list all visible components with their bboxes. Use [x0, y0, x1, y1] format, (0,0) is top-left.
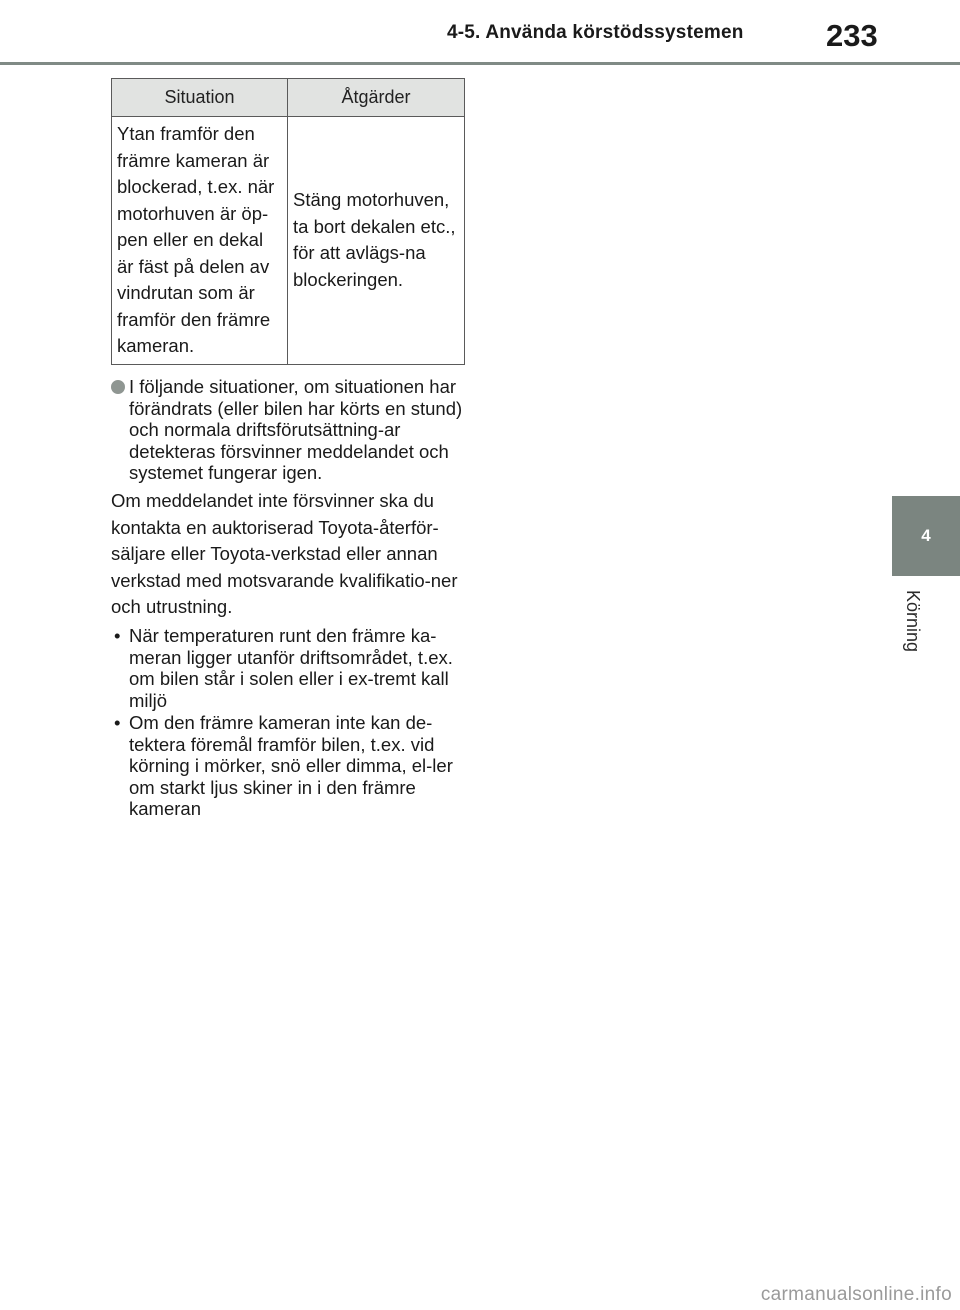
list-item-text: Om den främre kameran inte kan de-tektera föremål framför bilen, t.ex. vid körning i mörker, snö eller dimma, el-ler om starkt ljus skiner in i den främre kameran — [129, 712, 453, 819]
bullet-list — [111, 625, 471, 821]
page-number: 233 — [826, 18, 878, 53]
table-cell-situation: Ytan framför den främre kameran är blockerad, t.ex. när motorhuven är öp-pen eller en dekal är fäst på delen av vindrutan som är framför den främre kameran. — [112, 117, 288, 365]
chapter-label: Körning — [903, 590, 923, 653]
chapter-tab — [892, 496, 960, 576]
section-title: 4-5. Använda körstödssystemen — [447, 22, 744, 43]
list-item — [111, 712, 471, 820]
column-header-actions: Åtgärder — [288, 79, 465, 117]
header-divider — [0, 62, 960, 65]
column-header-situation: Situation — [112, 79, 288, 117]
circle-bullet-icon — [111, 380, 125, 394]
info-point — [111, 376, 471, 484]
info-point-text: I följande situationer, om situationen har förändrats (eller bilen har körts en stund) och normala driftsförutsättning-ar detekteras försvinner meddelandet och systemet fungerar igen. — [129, 376, 463, 483]
chapter-number: 4 — [921, 526, 931, 545]
body-paragraph: Om meddelandet inte försvinner ska du kontakta en auktoriserad Toyota-återför-säljare eller Toyota-verkstad eller annan verkstad med motsvarande kvalifikatio-ner och utrustning. — [111, 490, 458, 617]
situation-table — [111, 78, 465, 365]
table-cell-action: Stäng motorhuven, ta bort dekalen etc., för att avlägs-na blockeringen. — [288, 117, 465, 365]
table-header-row — [112, 79, 465, 117]
table-row — [112, 117, 465, 365]
bullet-icon: • — [114, 712, 121, 733]
watermark: carmanualsonline.info — [760, 1284, 952, 1305]
bullet-icon: • — [114, 625, 121, 646]
list-item — [111, 625, 471, 711]
list-item-text: När temperaturen runt den främre ka-meran ligger utanför driftsområdet, t.ex. om bilen står i solen eller i ex-tremt kall miljö — [129, 625, 453, 711]
